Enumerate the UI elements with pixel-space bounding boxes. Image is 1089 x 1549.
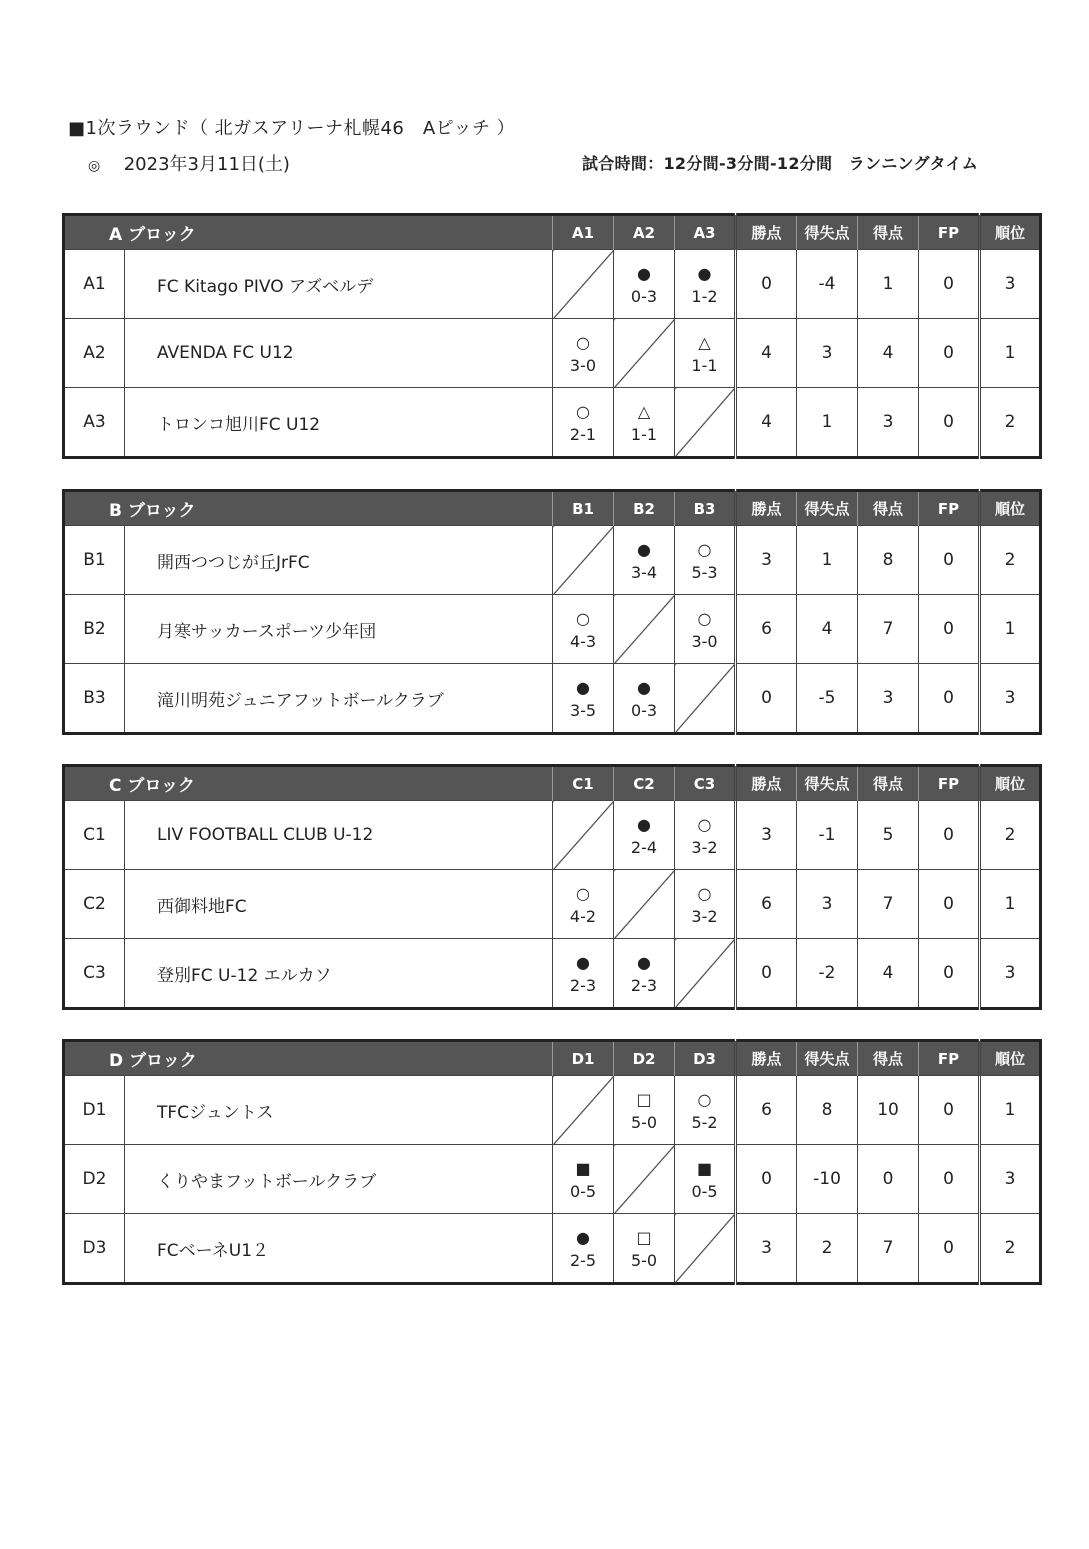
result-cell [553, 388, 614, 458]
stat-header: 勝点 [736, 215, 797, 250]
stat-cell: 1 [980, 870, 1041, 939]
league-table-block-1 [62, 489, 1042, 735]
result-cell [614, 1076, 675, 1145]
team-name: 西御料地FC [125, 870, 553, 939]
stat-cell: 0 [736, 664, 797, 734]
block-title: D ブロック [64, 1041, 553, 1076]
page-title: ■1次ラウンド（ 北ガスアリーナ札幌46 Aピッチ ） [68, 118, 516, 139]
team-code: D3 [64, 1214, 125, 1284]
stat-cell: 2 [980, 1214, 1041, 1284]
stat-cell: 3 [797, 870, 858, 939]
result-mark: ○ [697, 884, 712, 903]
table-row [64, 595, 1041, 664]
match-time-info: 試合時間：12分間-3分間-12分間 ランニングタイム [582, 154, 979, 173]
result-score: 2-4 [630, 838, 658, 857]
self-match-cell [614, 870, 675, 939]
stat-cell: -5 [797, 664, 858, 734]
team-name: FC Kitago PIVO アズベルデ [125, 250, 553, 319]
stat-header: 順位 [980, 215, 1041, 250]
stat-cell: 1 [980, 595, 1041, 664]
stat-cell: -2 [797, 939, 858, 1009]
result-cell [614, 801, 675, 870]
stat-cell: 1 [980, 319, 1041, 388]
result-mark: ● [637, 953, 651, 972]
team-name: くりやまフットボールクラブ [125, 1145, 553, 1214]
team-code: C3 [64, 939, 125, 1009]
result-cell [553, 870, 614, 939]
stat-cell: -1 [797, 801, 858, 870]
result-mark: ○ [697, 1090, 712, 1109]
stat-header: 得失点 [797, 1041, 858, 1076]
result-mark: ● [637, 540, 651, 559]
result-mark: ○ [697, 815, 712, 834]
table-row [64, 1076, 1041, 1145]
block-title: B ブロック [64, 491, 553, 526]
result-score: 4-3 [569, 632, 597, 651]
result-cell [553, 664, 614, 734]
stat-cell: 2 [980, 526, 1041, 595]
stat-cell: 0 [736, 250, 797, 319]
result-score: 2-3 [569, 976, 597, 995]
result-mark: △ [637, 402, 651, 421]
team-name: LIV FOOTBALL CLUB U-12 [125, 801, 553, 870]
stat-cell: 2 [980, 388, 1041, 458]
stat-cell: 1 [980, 1076, 1041, 1145]
stat-cell: 6 [736, 1076, 797, 1145]
result-score: 0-3 [630, 701, 658, 720]
stat-cell: 3 [858, 664, 919, 734]
self-match-cell [553, 1076, 614, 1145]
stat-cell: 7 [858, 1214, 919, 1284]
column-header: C1 [553, 766, 614, 801]
block-title: A ブロック [64, 215, 553, 250]
result-mark: ○ [576, 884, 590, 903]
result-cell [614, 526, 675, 595]
result-score: 3-4 [630, 563, 658, 582]
stat-cell: 3 [736, 801, 797, 870]
result-cell [614, 939, 675, 1009]
stat-header: FP [919, 215, 980, 250]
stat-header: FP [919, 1041, 980, 1076]
stat-cell: 1 [797, 388, 858, 458]
self-match-cell [675, 1214, 736, 1284]
stat-cell: 4 [736, 388, 797, 458]
column-header: B2 [614, 491, 675, 526]
table-row [64, 319, 1041, 388]
stat-cell: 0 [919, 1076, 980, 1145]
stat-cell: 0 [919, 1214, 980, 1284]
team-name: 登別FC U-12 エルカソ [125, 939, 553, 1009]
stat-header: 得点 [858, 215, 919, 250]
table-row [64, 1145, 1041, 1214]
result-mark: □ [636, 1228, 652, 1247]
result-score: 0-5 [569, 1182, 597, 1201]
result-score: 1-2 [691, 287, 718, 306]
stat-cell: 3 [736, 1214, 797, 1284]
table-row [64, 1214, 1041, 1284]
stat-cell: 4 [797, 595, 858, 664]
league-table-block-3 [62, 1039, 1042, 1285]
result-score: 3-2 [691, 838, 718, 857]
result-mark: ● [576, 678, 590, 697]
team-name: AVENDA FC U12 [125, 319, 553, 388]
stat-cell: 0 [919, 250, 980, 319]
stat-cell: 3 [980, 664, 1041, 734]
stat-cell: 0 [736, 939, 797, 1009]
table-row [64, 526, 1041, 595]
table-header-row [64, 1041, 1041, 1076]
league-table-block-0 [62, 213, 1042, 459]
result-cell [675, 526, 736, 595]
stat-cell: 0 [858, 1145, 919, 1214]
stat-cell: 3 [858, 388, 919, 458]
self-match-cell [675, 664, 736, 734]
result-mark: ■ [696, 1159, 713, 1178]
result-mark: ○ [576, 402, 590, 421]
column-header: C2 [614, 766, 675, 801]
stat-cell: -10 [797, 1145, 858, 1214]
team-name: 開西つつじが丘JrFC [125, 526, 553, 595]
table-row [64, 939, 1041, 1009]
result-mark: ● [637, 678, 651, 697]
self-match-cell [675, 939, 736, 1009]
result-mark: ● [637, 815, 651, 834]
stat-cell: 0 [919, 595, 980, 664]
stat-cell: 0 [919, 870, 980, 939]
result-mark: ● [576, 1228, 590, 1247]
table-row [64, 664, 1041, 734]
block-title: C ブロック [64, 766, 553, 801]
column-header: C3 [675, 766, 736, 801]
team-code: B1 [64, 526, 125, 595]
double-circle-icon: ◎ [88, 158, 101, 174]
stat-cell: 3 [797, 319, 858, 388]
stat-cell: 0 [919, 664, 980, 734]
match-date [88, 150, 290, 176]
result-cell [553, 1145, 614, 1214]
team-name: 月寒サッカースポーツ少年団 [125, 595, 553, 664]
date-text: 2023年3月11日(土) [123, 154, 290, 175]
table-row [64, 870, 1041, 939]
stat-cell: 0 [919, 801, 980, 870]
self-match-cell [553, 801, 614, 870]
team-code: C2 [64, 870, 125, 939]
table-row [64, 388, 1041, 458]
stat-header: 得点 [858, 1041, 919, 1076]
result-cell [553, 1214, 614, 1284]
stat-header: 得点 [858, 491, 919, 526]
result-mark: ● [576, 953, 590, 972]
stat-header: 得失点 [797, 215, 858, 250]
table-header-row [64, 766, 1041, 801]
column-header: D1 [553, 1041, 614, 1076]
stat-cell: 0 [919, 526, 980, 595]
column-header: B3 [675, 491, 736, 526]
self-match-cell [614, 595, 675, 664]
result-score: 3-0 [691, 632, 718, 651]
stat-header: 得点 [858, 766, 919, 801]
result-score: 3-2 [691, 907, 718, 926]
stat-header: 順位 [980, 766, 1041, 801]
stat-cell: 8 [797, 1076, 858, 1145]
team-code: D2 [64, 1145, 125, 1214]
team-code: A2 [64, 319, 125, 388]
column-header: A1 [553, 215, 614, 250]
team-code: C1 [64, 801, 125, 870]
result-score: 2-3 [630, 976, 658, 995]
stat-cell: 5 [858, 801, 919, 870]
stat-cell: 4 [736, 319, 797, 388]
table-header-row [64, 491, 1041, 526]
column-header: D3 [675, 1041, 736, 1076]
stat-header: FP [919, 491, 980, 526]
stat-header: FP [919, 766, 980, 801]
stat-cell: 3 [980, 939, 1041, 1009]
result-mark: ○ [697, 609, 712, 628]
stat-cell: 0 [919, 1145, 980, 1214]
table-row [64, 250, 1041, 319]
result-cell [614, 664, 675, 734]
stat-cell: 8 [858, 526, 919, 595]
stat-cell: 7 [858, 870, 919, 939]
result-mark: □ [636, 1090, 652, 1109]
column-header: D2 [614, 1041, 675, 1076]
team-code: A1 [64, 250, 125, 319]
table-row [64, 801, 1041, 870]
stat-cell: 3 [980, 250, 1041, 319]
result-score: 5-0 [630, 1113, 658, 1132]
stat-cell: 6 [736, 595, 797, 664]
self-match-cell [614, 1145, 675, 1214]
result-mark: △ [698, 333, 711, 352]
stat-cell: 1 [858, 250, 919, 319]
result-cell [553, 939, 614, 1009]
column-header: A3 [675, 215, 736, 250]
result-cell [614, 388, 675, 458]
table-header-row [64, 215, 1041, 250]
stat-cell: 0 [736, 1145, 797, 1214]
result-score: 5-0 [630, 1251, 658, 1270]
result-cell [675, 250, 736, 319]
stat-cell: 2 [980, 801, 1041, 870]
team-code: B2 [64, 595, 125, 664]
stat-cell: 10 [858, 1076, 919, 1145]
self-match-cell [553, 526, 614, 595]
column-header: A2 [614, 215, 675, 250]
stat-header: 勝点 [736, 766, 797, 801]
result-mark: ● [697, 264, 712, 283]
self-match-cell [553, 250, 614, 319]
stat-cell: 1 [797, 526, 858, 595]
stat-header: 勝点 [736, 491, 797, 526]
stat-header: 得失点 [797, 491, 858, 526]
result-cell [553, 319, 614, 388]
league-table-block-2 [62, 764, 1042, 1010]
result-score: 2-1 [569, 425, 597, 444]
result-cell [675, 1076, 736, 1145]
result-score: 3-5 [569, 701, 597, 720]
stat-cell: 0 [919, 388, 980, 458]
stat-header: 順位 [980, 491, 1041, 526]
result-cell [675, 801, 736, 870]
team-name: TFCジュントス [125, 1076, 553, 1145]
team-name: FCベーネU1２ [125, 1214, 553, 1284]
result-score: 2-5 [569, 1251, 597, 1270]
stat-cell: 4 [858, 319, 919, 388]
result-mark: ○ [576, 333, 590, 352]
stat-cell: 4 [858, 939, 919, 1009]
stat-cell: 6 [736, 870, 797, 939]
stat-cell: 3 [980, 1145, 1041, 1214]
result-score: 0-3 [630, 287, 658, 306]
stat-header: 勝点 [736, 1041, 797, 1076]
stat-cell: 3 [736, 526, 797, 595]
stat-header: 順位 [980, 1041, 1041, 1076]
self-match-cell [675, 388, 736, 458]
stat-cell: 2 [797, 1214, 858, 1284]
result-mark: ○ [576, 609, 590, 628]
stat-cell: 0 [919, 939, 980, 1009]
result-cell [614, 250, 675, 319]
result-cell [614, 1214, 675, 1284]
result-score: 0-5 [691, 1182, 718, 1201]
team-code: A3 [64, 388, 125, 458]
result-score: 5-3 [691, 563, 718, 582]
stat-cell: -4 [797, 250, 858, 319]
stat-header: 得失点 [797, 766, 858, 801]
result-cell [675, 870, 736, 939]
self-match-cell [614, 319, 675, 388]
result-mark: ■ [575, 1159, 591, 1178]
result-score: 3-0 [569, 356, 597, 375]
result-mark: ● [637, 264, 651, 283]
team-code: D1 [64, 1076, 125, 1145]
result-score: 5-2 [691, 1113, 718, 1132]
team-name: トロンコ旭川FC U12 [125, 388, 553, 458]
team-name: 滝川明苑ジュニアフットボールクラブ [125, 664, 553, 734]
result-score: 1-1 [691, 356, 718, 375]
stat-cell: 0 [919, 319, 980, 388]
result-cell [675, 1145, 736, 1214]
result-score: 4-2 [569, 907, 597, 926]
result-cell [675, 319, 736, 388]
stat-cell: 7 [858, 595, 919, 664]
result-mark: ○ [697, 540, 712, 559]
result-score: 1-1 [630, 425, 658, 444]
team-code: B3 [64, 664, 125, 734]
column-header: B1 [553, 491, 614, 526]
result-cell [675, 595, 736, 664]
result-cell [553, 595, 614, 664]
